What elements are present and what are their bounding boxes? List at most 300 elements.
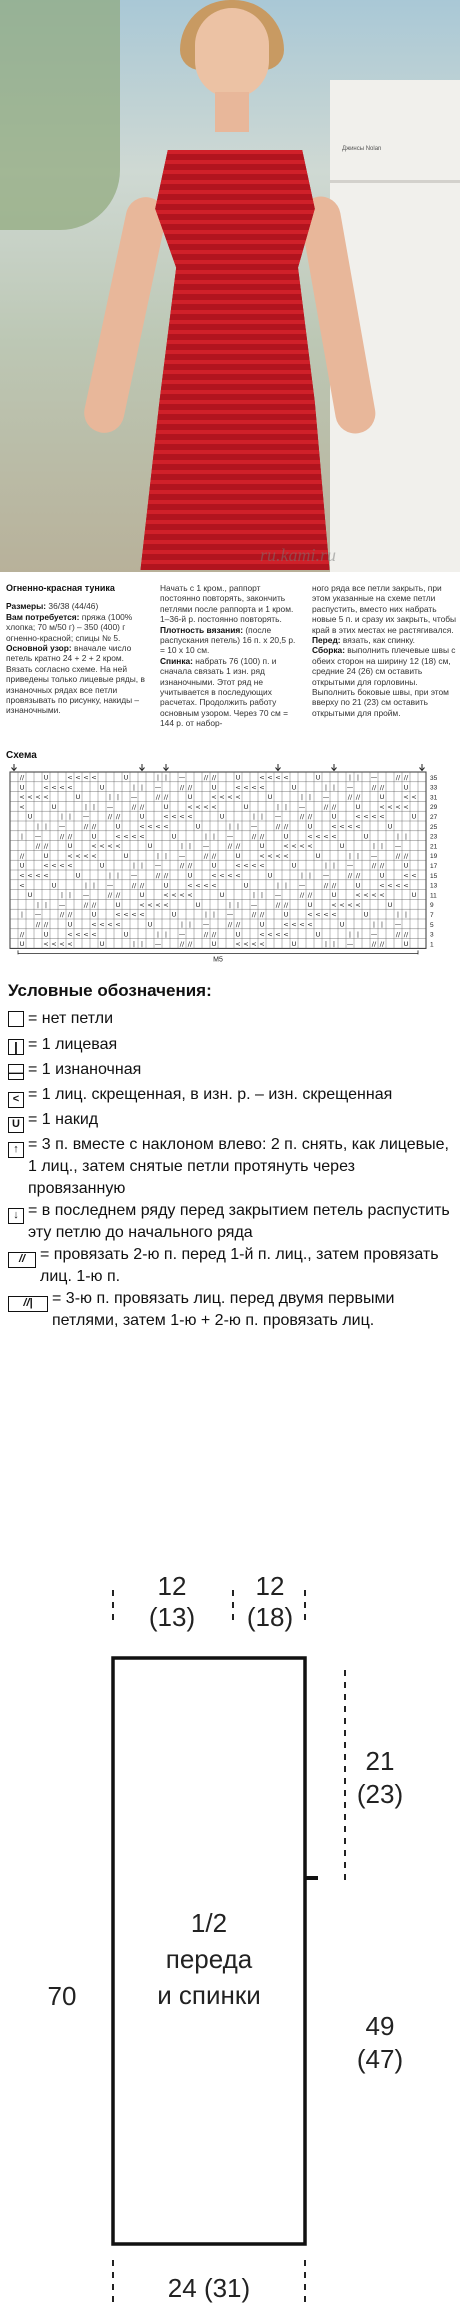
chart-cell-symbol: // xyxy=(19,773,25,782)
chart-cell-symbol: < xyxy=(275,930,281,939)
chart-cell-symbol: // xyxy=(211,773,217,782)
chart-cell-symbol: | xyxy=(380,842,384,851)
row-number: 19 xyxy=(430,853,438,861)
pattern-diagram xyxy=(0,1560,460,2317)
chart-cell-symbol: — xyxy=(178,851,186,860)
chart-cell-symbol: | xyxy=(156,930,160,939)
chart-cell-symbol: U xyxy=(403,861,409,870)
chart-cell-symbol: // xyxy=(395,851,401,860)
chart-cell-symbol: // xyxy=(211,851,217,860)
pattern-center-line-1: 1/2 xyxy=(190,1908,228,1938)
chart-cell-symbol: | xyxy=(116,871,120,880)
legend-text: = нет петли xyxy=(28,1010,114,1027)
chart-cell-symbol: < xyxy=(267,851,273,860)
chart-cell-symbol: < xyxy=(123,910,129,919)
chart-cell-symbol: < xyxy=(187,891,193,900)
chart-cell-symbol: | xyxy=(44,822,48,831)
chart-cell-symbol: < xyxy=(379,812,385,821)
legend-item-knit xyxy=(8,1034,453,1059)
chart-cell-symbol: < xyxy=(115,832,121,841)
chart-cell-symbol: < xyxy=(211,802,217,811)
chart-cell-symbol: < xyxy=(219,793,225,802)
chart-cell-symbol: < xyxy=(339,900,345,909)
chart-cell-symbol: // xyxy=(91,900,97,909)
chart-cell-symbol: — xyxy=(274,891,282,900)
row-number: 35 xyxy=(430,774,438,782)
chart-cell-symbol: // xyxy=(379,940,385,949)
chart-cell-symbol: < xyxy=(19,793,25,802)
chart-cell-symbol: < xyxy=(27,793,33,802)
chart-cell-symbol: < xyxy=(235,940,241,949)
legend-text: = в последнем ряду перед закрытием петель распустить эту петлю до начального ряда xyxy=(28,1202,450,1241)
chart-cell-symbol: — xyxy=(250,822,258,831)
legend-item-empty xyxy=(8,1008,453,1034)
chart-cell-symbol: // xyxy=(395,930,401,939)
chart-cell-symbol: < xyxy=(331,822,337,831)
column-arrow-icon xyxy=(12,764,17,771)
chart-cell-symbol: | xyxy=(348,930,352,939)
row-number: 25 xyxy=(430,823,438,831)
chart-cell-symbol: < xyxy=(395,881,401,890)
chart-cell-symbol: < xyxy=(115,842,121,851)
chart-cell-symbol: | xyxy=(44,900,48,909)
legend-item-cross2 xyxy=(8,1244,453,1288)
chart-cell-symbol: U xyxy=(91,832,97,841)
chart-cell-symbol: < xyxy=(115,910,121,919)
chart-cell-symbol: < xyxy=(91,842,97,851)
dim-top-right-alt: (18) xyxy=(246,1602,294,1632)
chart-cell-symbol: U xyxy=(195,900,201,909)
chart-cell-symbol: < xyxy=(187,802,193,811)
chart-cell-symbol: < xyxy=(51,940,57,949)
chart-cell-symbol: U xyxy=(91,910,97,919)
chart-cell-symbol: | xyxy=(84,881,88,890)
chart-cell-symbol: | xyxy=(92,881,96,890)
chart-cell-symbol: U xyxy=(171,910,177,919)
chart-cell-symbol: U xyxy=(147,920,153,929)
chart-cell-symbol: U xyxy=(267,793,273,802)
legend-item-dec3 xyxy=(8,1134,453,1200)
chart-cell-symbol: // xyxy=(395,773,401,782)
chart-cell-symbol: < xyxy=(299,842,305,851)
chart-cell-symbol: // xyxy=(115,812,121,821)
chart-cell-symbol: — xyxy=(178,930,186,939)
chart-cell-symbol: | xyxy=(332,861,336,870)
chart-cell-symbol: < xyxy=(283,773,289,782)
text-column-3 xyxy=(312,583,457,718)
chart-cell-symbol: < xyxy=(291,920,297,929)
chart-cell-symbol: U xyxy=(291,783,297,792)
chart-cell-symbol: U xyxy=(219,891,225,900)
chart-cell-symbol: | xyxy=(308,871,312,880)
chart-cell-symbol: | xyxy=(372,920,376,929)
chart-cell-symbol: — xyxy=(82,891,90,900)
chart-cell-symbol: // xyxy=(347,793,353,802)
chart-cell-symbol: — xyxy=(154,783,162,792)
column-arrow-icon xyxy=(276,764,281,771)
chart-cell-symbol: < xyxy=(155,900,161,909)
chart-cell-symbol: < xyxy=(315,910,321,919)
chart-cell-symbol: U xyxy=(123,930,129,939)
chart-cell-symbol: | xyxy=(164,930,168,939)
chart-cell-symbol: | xyxy=(308,793,312,802)
chart-cell-symbol: // xyxy=(131,802,137,811)
chart-cell-symbol: | xyxy=(404,832,408,841)
chart-cell-symbol: < xyxy=(43,793,49,802)
chart-cell-symbol: // xyxy=(115,891,121,900)
chart-cell-symbol: U xyxy=(315,930,321,939)
legend-text: = 3 п. вместе с наклоном влево: 2 п. снять, как лицевые, 1 лиц., затем снятые петли протянуть через провязанную xyxy=(28,1136,449,1197)
row-number: 15 xyxy=(430,872,438,880)
tree-background xyxy=(0,0,120,230)
rapport-label: M5 xyxy=(213,956,223,964)
chart-cell-symbol: < xyxy=(371,812,377,821)
chart-cell-symbol: // xyxy=(227,920,233,929)
chart-cell-symbol: U xyxy=(27,891,33,900)
chart-cell-symbol: < xyxy=(411,871,417,880)
chart-cell-symbol: // xyxy=(19,930,25,939)
chart-cell-symbol: < xyxy=(139,910,145,919)
chart-cell-symbol: < xyxy=(147,900,153,909)
chart-cell-symbol: < xyxy=(331,910,337,919)
chart-cell-symbol: < xyxy=(355,822,361,831)
chart-cell-symbol: U xyxy=(67,842,73,851)
chart-cell-symbol: < xyxy=(243,783,249,792)
chart-cell-symbol: < xyxy=(51,783,57,792)
chart-cell-symbol: < xyxy=(123,832,129,841)
chart-cell-symbol: < xyxy=(371,891,377,900)
chart-cell-symbol: | xyxy=(372,842,376,851)
legend-item-drop xyxy=(8,1200,453,1244)
legend xyxy=(8,980,453,1332)
chart-cell-symbol: < xyxy=(283,920,289,929)
chart-cell-symbol: | xyxy=(380,920,384,929)
chart-cell-symbol: — xyxy=(298,802,306,811)
chart-cell-symbol: U xyxy=(187,793,193,802)
chart-cell-symbol: < xyxy=(131,832,137,841)
chart-cell-symbol: U xyxy=(219,812,225,821)
chart-cell-symbol: < xyxy=(275,773,281,782)
chart-cell-symbol: U xyxy=(43,851,49,860)
chart-cell-symbol: U xyxy=(363,910,369,919)
chart-cell-symbol: // xyxy=(283,900,289,909)
chart-cell-symbol: < xyxy=(27,871,33,880)
paragraph: Сборка: выполнить плечевые швы с обеих сторон на ширину 12 (18) см, средние 24 (26) см оставить открытыми для горловины. Выполнить боковые швы, при этом вверху по 21 (23) см оставить открытыми для пройм. xyxy=(312,645,456,718)
chart-cell-symbol: U xyxy=(307,900,313,909)
chart-cell-symbol: | xyxy=(356,851,360,860)
chart-cell-symbol: // xyxy=(67,910,73,919)
chart-cell-symbol: < xyxy=(307,910,313,919)
chart-cell-symbol: // xyxy=(155,871,161,880)
chart-cell-symbol: U xyxy=(75,871,81,880)
chart-cell-symbol: | xyxy=(228,822,232,831)
chart-cell-symbol: // xyxy=(163,793,169,802)
chart-cell-symbol: < xyxy=(107,920,113,929)
chart-cell-symbol: < xyxy=(75,773,81,782)
chart-cell-symbol: | xyxy=(348,773,352,782)
chart-cell-symbol: U xyxy=(139,891,145,900)
chart-cell-symbol: // xyxy=(187,861,193,870)
chart-cell-symbol: // xyxy=(203,851,209,860)
chart-cell-symbol: | xyxy=(204,910,208,919)
chart-cell-symbol: < xyxy=(131,910,137,919)
chart-cell-symbol: // xyxy=(323,802,329,811)
chart-cell-symbol: < xyxy=(75,930,81,939)
model-face xyxy=(195,8,269,98)
paragraph: Перед: вязать, как спинку. xyxy=(312,635,415,646)
chart-cell-symbol: // xyxy=(227,842,233,851)
chart-cell-symbol: | xyxy=(132,861,136,870)
legend-text: = 3-ю п. провязать лиц. перед двумя первыми петлями, затем 1-ю + 2-ю п. провязать лиц. xyxy=(52,1290,395,1329)
chart-cell-symbol: U xyxy=(123,851,129,860)
chart-cell-symbol: < xyxy=(163,900,169,909)
chart-cell-symbol: | xyxy=(108,793,112,802)
chart-cell-symbol: | xyxy=(356,930,360,939)
chart-cell-symbol: < xyxy=(163,891,169,900)
chart-cell-symbol: | xyxy=(276,881,280,890)
schema-label: Схема xyxy=(6,750,37,761)
dim-left: 70 xyxy=(47,1981,77,2011)
paragraph: Начать с 1 кром., раппорт постоянно повторять, закончить петлями после раппорта и 1 кром. 1–36-й р. постоянно повторять. xyxy=(160,583,294,625)
chart-cell-symbol: U xyxy=(259,920,265,929)
legend-item-cross3 xyxy=(8,1288,453,1332)
chart-cell-symbol: — xyxy=(274,812,282,821)
chart-cell-symbol: // xyxy=(107,812,113,821)
chart-cell-symbol: // xyxy=(59,832,65,841)
chart-cell-symbol: < xyxy=(323,832,329,841)
chart-cell-symbol: < xyxy=(67,773,73,782)
chart-cell-symbol: // xyxy=(331,881,337,890)
chart-cell-symbol: < xyxy=(195,881,201,890)
chart-cell-symbol: // xyxy=(203,773,209,782)
chart-cell-symbol: // xyxy=(139,802,145,811)
chart-cell-symbol: < xyxy=(227,871,233,880)
chart-cell-symbol: < xyxy=(19,802,25,811)
chart-cell-symbol: | xyxy=(228,900,232,909)
chart-cell-symbol: | xyxy=(164,773,168,782)
column-arrow-icon xyxy=(332,764,337,771)
chart-cell-symbol: U xyxy=(339,920,345,929)
chart-cell-symbol: | xyxy=(324,783,328,792)
chart-cell-symbol: < xyxy=(259,930,265,939)
chart-cell-symbol: — xyxy=(226,832,234,841)
chart-cell-symbol: U xyxy=(235,930,241,939)
chart-cell-symbol: // xyxy=(235,920,241,929)
chart-cell-symbol: — xyxy=(346,940,354,949)
chart-cell-symbol: U xyxy=(355,802,361,811)
chart-cell-symbol: // xyxy=(43,842,49,851)
chart-cell-symbol: < xyxy=(75,851,81,860)
chart-cell-symbol: — xyxy=(82,812,90,821)
chart-cell-symbol: — xyxy=(370,851,378,860)
chart-cell-symbol: < xyxy=(99,920,105,929)
chart-cell-symbol: < xyxy=(307,920,313,929)
rail xyxy=(330,180,460,183)
chart-cell-symbol: | xyxy=(156,851,160,860)
chart-cell-symbol: < xyxy=(315,832,321,841)
chart-cell-symbol: < xyxy=(403,802,409,811)
chart-cell-symbol: // xyxy=(371,783,377,792)
chart-cell-symbol: < xyxy=(395,802,401,811)
legend-text: = 1 изнаночная xyxy=(28,1061,142,1078)
chart-cell-symbol: < xyxy=(259,861,265,870)
chart-cell-symbol: < xyxy=(203,802,209,811)
chart-cell-symbol: < xyxy=(43,871,49,880)
chart-cell-symbol: // xyxy=(403,773,409,782)
chart-cell-symbol: | xyxy=(68,812,72,821)
chart-cell-symbol: < xyxy=(379,881,385,890)
chart-cell-symbol: U xyxy=(27,812,33,821)
chart-cell-symbol: // xyxy=(347,871,353,880)
legend-item-purl xyxy=(8,1059,453,1084)
paragraph: Плотность вязания: (после распускания петель) 16 п. x 20,5 р. = 10 x 10 см. xyxy=(160,624,296,656)
chart-cell-symbol: < xyxy=(323,910,329,919)
chart-cell-symbol: // xyxy=(43,920,49,929)
chart-cell-symbol: U xyxy=(259,842,265,851)
chart-cell-symbol: // xyxy=(187,940,193,949)
chart-cell-symbol: | xyxy=(20,910,24,919)
chart-cell-symbol: < xyxy=(251,783,257,792)
yo-symbol-icon: U xyxy=(8,1112,24,1134)
chart-cell-symbol: U xyxy=(307,822,313,831)
chart-cell-symbol: U xyxy=(355,881,361,890)
chart-cell-symbol: // xyxy=(211,930,217,939)
chart-cell-symbol: // xyxy=(251,832,257,841)
row-number: 23 xyxy=(430,833,438,841)
chart-cell-symbol: < xyxy=(115,920,121,929)
twisted-symbol-icon: < xyxy=(8,1087,24,1109)
chart-cell-symbol: | xyxy=(60,812,64,821)
chart-cell-symbol: < xyxy=(347,822,353,831)
chart-cell-symbol: | xyxy=(188,842,192,851)
legend-item-twisted xyxy=(8,1084,453,1109)
chart-cell-symbol: U xyxy=(243,802,249,811)
chart-cell-symbol: | xyxy=(132,783,136,792)
chart-cell-symbol: // xyxy=(283,822,289,831)
chart-cell-symbol: < xyxy=(19,881,25,890)
chart-cell-symbol: < xyxy=(379,891,385,900)
chart-cell-symbol: < xyxy=(219,871,225,880)
chart-cell-symbol: < xyxy=(243,861,249,870)
chart-cell-symbol: < xyxy=(267,930,273,939)
row-number: 7 xyxy=(430,912,434,919)
chart-cell-symbol: // xyxy=(179,783,185,792)
chart-cell-symbol: — xyxy=(298,881,306,890)
dim-right-bottom: 49 xyxy=(365,2011,395,2041)
chart-cell-symbol: < xyxy=(331,900,337,909)
chart-cell-symbol: // xyxy=(323,881,329,890)
chart-cell-symbol: | xyxy=(180,842,184,851)
chart-cell-symbol: < xyxy=(251,940,257,949)
chart-cell-symbol: U xyxy=(19,861,25,870)
chart-cell-symbol: < xyxy=(67,851,73,860)
chart-cell-symbol: < xyxy=(67,861,73,870)
dec3-symbol-icon: ↑ xyxy=(8,1137,24,1159)
chart-cell-symbol: | xyxy=(164,851,168,860)
paragraph: Размеры: 36/38 (44/46) xyxy=(6,601,99,612)
chart-cell-symbol: | xyxy=(284,802,288,811)
chart-cell-symbol: // xyxy=(259,832,265,841)
chart-cell-symbol: U xyxy=(387,900,393,909)
chart-cell-symbol: < xyxy=(347,900,353,909)
chart-cell-symbol: | xyxy=(276,802,280,811)
chart-cell-symbol: U xyxy=(211,940,217,949)
chart-cell-symbol: | xyxy=(252,891,256,900)
chart-cell-symbol: U xyxy=(403,940,409,949)
chart-cell-symbol: | xyxy=(60,891,64,900)
chart-cell-symbol: < xyxy=(179,812,185,821)
chart-cell-symbol: < xyxy=(387,881,393,890)
chart-cell-symbol: // xyxy=(371,861,377,870)
chart-cell-symbol: U xyxy=(315,773,321,782)
chart-cell-symbol: < xyxy=(171,812,177,821)
legend-text: = провязать 2-ю п. перед 1-й п. лиц., затем провязать лиц. 1-ю п. xyxy=(40,1246,439,1285)
chart-cell-symbol: | xyxy=(116,793,120,802)
chart-cell-symbol: U xyxy=(411,812,417,821)
chart-cell-symbol: U xyxy=(187,871,193,880)
article-title: Огненно-красная туника xyxy=(6,583,115,593)
chart-cell-symbol: — xyxy=(202,920,210,929)
chart-cell-symbol: — xyxy=(58,900,66,909)
dim-right-bottom-alt: (47) xyxy=(356,2044,404,2074)
chart-cell-symbol: < xyxy=(299,920,305,929)
chart-cell-symbol: — xyxy=(130,871,138,880)
knitting-chart xyxy=(8,764,448,964)
chart-cell-symbol: < xyxy=(211,793,217,802)
chart-cell-symbol: | xyxy=(236,822,240,831)
chart-cell-symbol: < xyxy=(355,900,361,909)
chart-cell-symbol: | xyxy=(204,832,208,841)
column-arrow-icon xyxy=(420,764,425,771)
chart-cell-symbol: < xyxy=(107,842,113,851)
chart-cell-symbol: | xyxy=(396,910,400,919)
chart-cell-symbol: U xyxy=(163,802,169,811)
chart-cell-symbol: < xyxy=(363,812,369,821)
chart-cell-symbol: U xyxy=(331,891,337,900)
chart-cell-symbol: < xyxy=(403,881,409,890)
chart-cell-symbol: U xyxy=(99,861,105,870)
chart-cell-symbol: | xyxy=(36,822,40,831)
chart-cell-symbol: < xyxy=(59,861,65,870)
chart-cell-symbol: // xyxy=(107,891,113,900)
chart-cell-symbol: | xyxy=(260,891,264,900)
chart-cell-symbol: < xyxy=(259,783,265,792)
chart-cell-symbol: U xyxy=(51,802,57,811)
chart-cell-symbol: // xyxy=(251,910,257,919)
chart-cell-symbol: U xyxy=(363,832,369,841)
row-number: 29 xyxy=(430,804,438,812)
chart-cell-symbol: // xyxy=(83,900,89,909)
chart-cell-symbol: | xyxy=(284,881,288,890)
chart-cell-symbol: U xyxy=(171,832,177,841)
chart-cell-symbol: < xyxy=(227,793,233,802)
chart-cell-symbol: < xyxy=(59,783,65,792)
chart-cell-symbol: U xyxy=(43,773,49,782)
chart-cell-symbol: | xyxy=(300,793,304,802)
chart-cell-symbol: < xyxy=(163,812,169,821)
chart-cell-symbol: // xyxy=(187,783,193,792)
chart-cell-symbol: // xyxy=(35,920,41,929)
chart-cell-symbol: U xyxy=(235,773,241,782)
legend-text: = 1 накид xyxy=(28,1111,99,1128)
chart-cell-symbol: < xyxy=(283,842,289,851)
chart-cell-symbol: < xyxy=(275,851,281,860)
chart-cell-symbol: // xyxy=(355,793,361,802)
chart-cell-symbol: < xyxy=(155,822,161,831)
chart-cell-symbol: U xyxy=(411,891,417,900)
column-arrow-icon xyxy=(140,764,145,771)
chart-cell-symbol: // xyxy=(379,861,385,870)
